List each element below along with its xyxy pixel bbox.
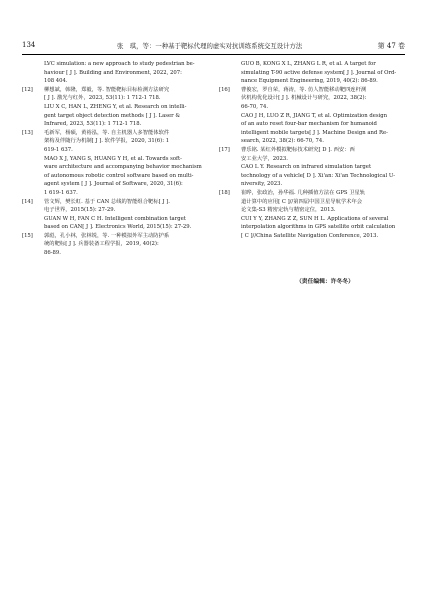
text-line: based on CAN[ J ]. Electronics World, 2015(15): 27-29.: [44, 224, 192, 231]
page-header: [22, 41, 405, 53]
text-line: LIU X C, HAN L, ZHENG Y, et al. Research on intelli-: [44, 103, 187, 110]
text-line: 崔晔，张政治，孙华福. 几种插值方法在 GPS 卫星轨: [241, 189, 366, 196]
text-line: CAO L Y. Research on infrared simulation target: [241, 164, 372, 171]
reference-body: [241, 146, 405, 189]
reference-entry: [219, 189, 405, 241]
reference-body: [44, 198, 200, 232]
text-line: intelligent mobile targets[ J ]. Machine Design and Re-: [241, 129, 388, 136]
reference-body: [44, 86, 200, 129]
reference-entry: [219, 86, 405, 146]
reference-body: [44, 232, 200, 258]
reference-number: [15]: [22, 232, 33, 239]
reference-body: [241, 86, 405, 146]
reference-number: [17]: [219, 146, 230, 153]
text-line: 伏机构优化设计[ J ]. 机械设计与研究，2022, 38(2):: [241, 95, 367, 102]
editor-note: （责任编辑：许冬冬）: [296, 279, 354, 285]
volume-label: 第 47 卷: [377, 42, 405, 50]
text-line: 架构及伴随行为机制[ J ]. 软件学报，2020, 31(6): 1: [44, 138, 170, 145]
reference-entry: [22, 198, 200, 232]
left-column: [22, 60, 200, 258]
text-line: CUI Y Y, ZHANG Z Z, SUN H L. Applications of several: [241, 215, 389, 222]
reference-entry: [22, 86, 200, 129]
text-line: 86-89.: [44, 250, 61, 257]
text-line: 柳想斌，韩隆，郑毅，等. 智能靶标目标检测方法研究: [44, 86, 170, 93]
reference-body: [44, 129, 202, 198]
text-line: gent target object detection methods [ J ]. Laser &: [44, 112, 181, 119]
text-line: CAO J H, LUO Z R, JIANG T, et al. Optimization design: [241, 112, 388, 119]
right-column: [219, 60, 405, 240]
text-line: 108 404.: [44, 78, 68, 85]
text-line: 电子世界，2015(15): 27-29.: [44, 207, 116, 214]
reference-body: [241, 189, 405, 241]
text-line: 论文集-S3 精密定轨与精密定位，2013.: [241, 207, 336, 214]
text-line: 曹俊宏，罗自荣，蒋涛，等. 仿人智能移动靶四连杆测: [241, 86, 367, 93]
reference-entry: [219, 146, 405, 189]
text-line: LVC simulation: a new approach to study pedestrian be-: [44, 61, 195, 67]
text-line: search, 2022, 38(2): 66-70, 74.: [241, 138, 324, 145]
text-line: 曹乐铭. 某红外模拟靶标技术研究[ D ]. 西安：西: [241, 146, 355, 153]
text-line: [ C ]//China Satellite Navigation Conference, 2013.: [241, 232, 379, 239]
running-title: 张 琪，等：一种基于靶标代理的虚实对抗训练系统交互设计方法: [117, 42, 303, 50]
reference-entry: [22, 232, 200, 258]
text-line: 管文辉，樊长虹. 基于 CAN 总线的智能组合靶标[ J ].: [44, 198, 170, 205]
text-line: 道计算中的应用[ C ]//第四届中国卫星导航学术年会: [241, 198, 363, 205]
text-line: GUAN W H, FAN C H. Intelligent combination target: [44, 215, 186, 222]
reference-number: [14]: [22, 198, 33, 205]
page-number: 134: [22, 41, 36, 49]
text-line: 66-70, 74.: [241, 103, 269, 110]
text-line: 郭彪，孔小林，张林锐，等. 一种模拟外军主动防护系: [44, 232, 170, 239]
header-rule: [22, 54, 405, 55]
reference-number: [16]: [219, 86, 230, 93]
text-line: Infrared, 2023, 53(11): 1 712-1 718.: [44, 121, 142, 128]
text-line: of an auto reset four-bar mechanism for humanoid: [241, 121, 377, 128]
text-line: 619-1 637.: [44, 146, 73, 153]
text-line: GUO B, KONG X L, ZHANG L R, et al. A target for: [241, 61, 376, 67]
text-line: 1 619-1 637.: [44, 189, 78, 196]
text-line: haviour [ J ]. Building and Environment, 2022, 207:: [44, 69, 182, 76]
text-line: ware architecture and accompanying behavior mechanism: [44, 164, 202, 171]
reference-entry: [22, 129, 200, 198]
text-line: 统的靶标[ J ]. 兵器装备工程学报，2019, 40(2):: [44, 241, 159, 248]
text-line: MAO X J, YANG S, HUANG Y H, et al. Towards soft-: [44, 155, 182, 162]
continuation-text: [22, 60, 200, 86]
reference-number: [12]: [22, 86, 33, 93]
text-line: agent system [ J ]. Journal of Software, 2020, 31(6):: [44, 181, 183, 188]
text-line: simulating T-90 active defense system[ J ]. Journal of Ord-: [241, 69, 397, 76]
reference-number: [13]: [22, 129, 33, 136]
text-line: 毛新军，杨硕，黄裕泓，等. 自主机器人多智能体软件: [44, 129, 170, 136]
reference-number: [18]: [219, 189, 230, 196]
text-line: 安工业大学，2023.: [241, 155, 288, 162]
text-line: nance Equipment Engineering, 2019, 40(2): 86-89.: [241, 78, 378, 85]
text-line: interpolation algorithms in GPS satellite orbit calculation: [241, 224, 396, 231]
text-line: [ J ]. 激光与红外，2023, 53(11): 1 712-1 718.: [44, 95, 161, 102]
text-line: of autonomous robotic control software based on multi-: [44, 172, 194, 179]
text-line: technology of a vehicle[ D ]. Xi'an: Xi'an Technological U-: [241, 172, 396, 179]
continuation-text: [219, 60, 405, 86]
text-line: niversity, 2023.: [241, 181, 283, 188]
